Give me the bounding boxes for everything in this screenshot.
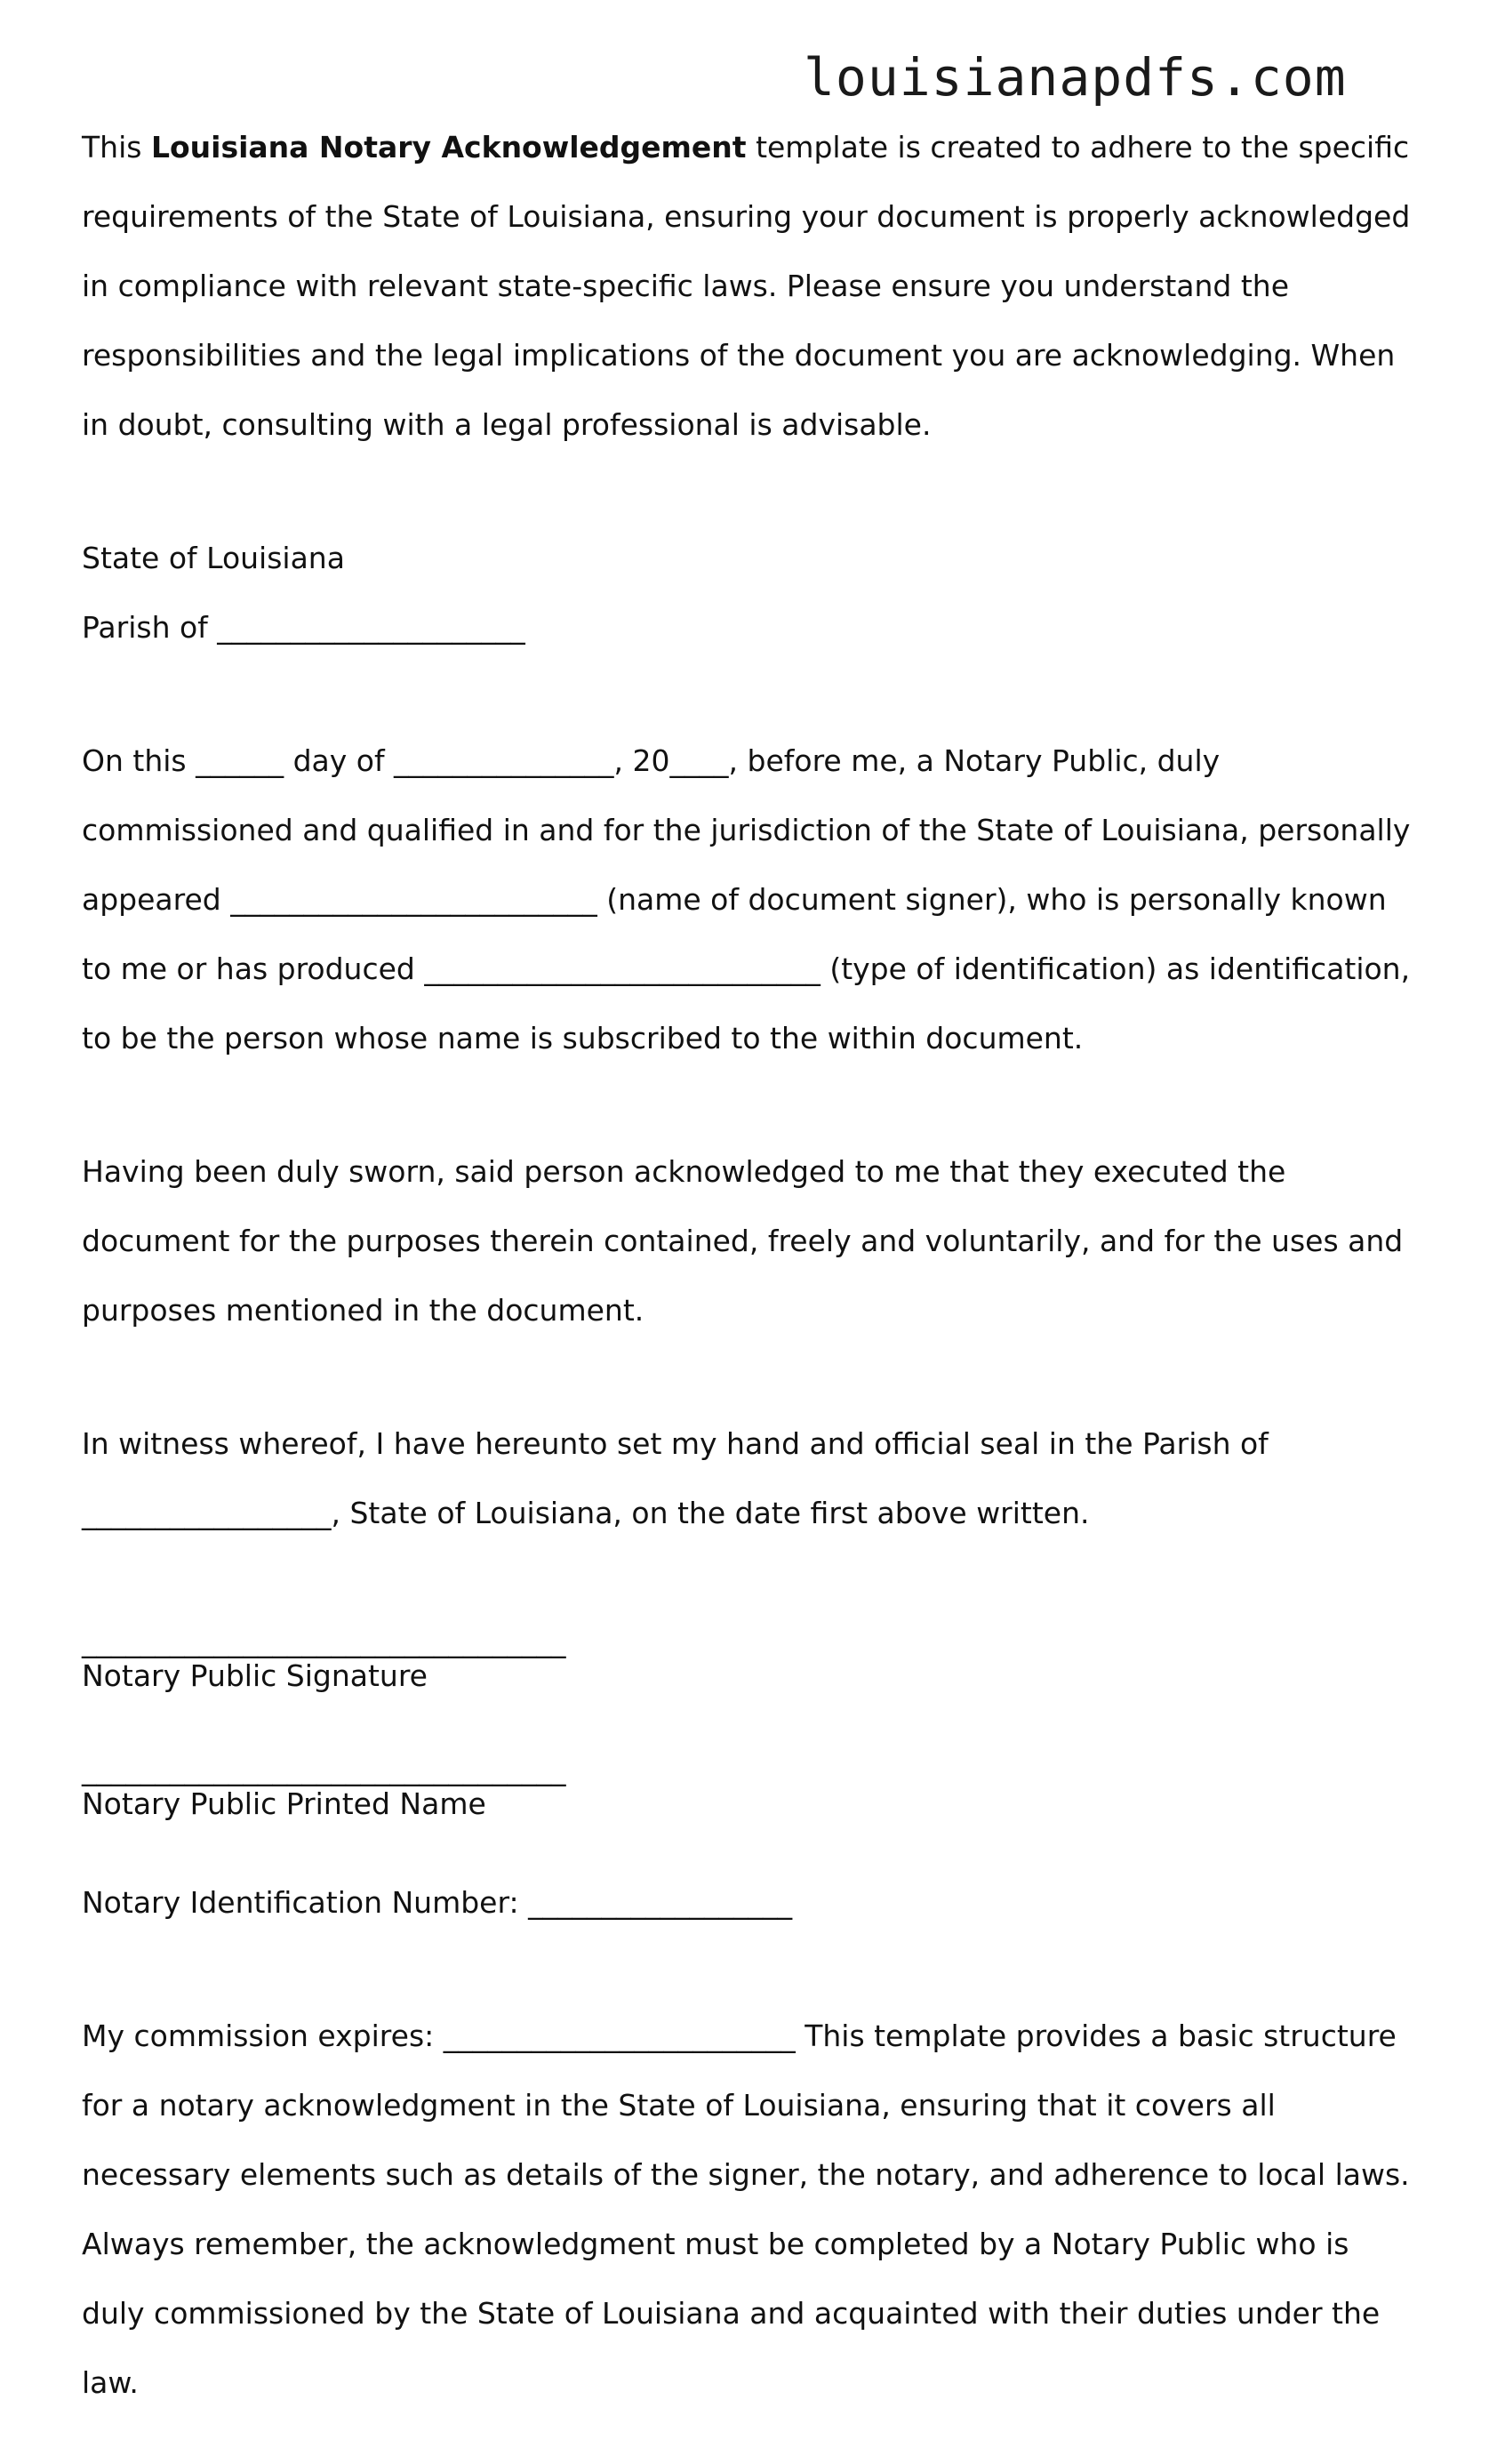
witness-line-1: In witness whereof, I have hereunto set my hand and official seal in the Parish of	[82, 1426, 1269, 1461]
acknowledgment-line-2: commissioned and qualified in and for the jurisdiction of the State of Louisiana, personally	[82, 813, 1411, 847]
sworn-line-3: purposes mentioned in the document.	[82, 1293, 644, 1328]
notary-printed-name-label: Notary Public Printed Name	[82, 1786, 486, 1821]
site-watermark: louisianapdfs.com	[804, 47, 1347, 108]
form-title: Louisiana Notary Acknowledgement	[150, 130, 747, 165]
signer-name-line[interactable]: appeared _________________________ (name of document signer), who is personally known	[82, 882, 1387, 917]
id-number-block	[82, 1850, 1469, 1954]
intro-paragraph	[82, 95, 1469, 477]
closing-line-6: law.	[82, 2365, 139, 2400]
printed-name-block	[82, 1752, 1469, 1821]
venue-parish-field[interactable]: Parish of _____________________	[82, 610, 525, 645]
acknowledgment-paragraph	[82, 709, 1469, 1090]
signature-block	[82, 1624, 1469, 1693]
sworn-line-2: document for the purposes therein contained, freely and voluntarily, and for the uses and	[82, 1224, 1404, 1258]
intro-prefix: This	[82, 130, 151, 165]
closing-paragraph	[82, 1984, 1469, 2435]
notary-id-number-field[interactable]: Notary Identification Number: __________________	[82, 1885, 793, 1920]
identification-type-line[interactable]: to me or has produced ___________________________ (type of identification) as identification,	[82, 951, 1411, 986]
acknowledgment-date-line[interactable]: On this ______ day of _______________, 20____, before me, a Notary Public, duly	[82, 743, 1221, 778]
sworn-line-1: Having been duly sworn, said person acknowledged to me that they executed the	[82, 1154, 1286, 1189]
acknowledgment-line-5: to be the person whose name is subscribed to the within document.	[82, 1021, 1084, 1055]
spacer	[82, 1594, 1469, 1624]
intro-line-1	[82, 130, 1469, 165]
document-body	[82, 95, 1469, 2464]
intro-line-5: in doubt, consulting with a legal professional is advisable.	[82, 407, 932, 442]
notary-signature-field[interactable]: _________________________________	[82, 1624, 566, 1658]
closing-line-2: for a notary acknowledgment in the State of Louisiana, ensuring that it covers all	[82, 2088, 1276, 2123]
commission-expires-field[interactable]: My commission expires: ________________________ This template provides a basic structure	[82, 2019, 1397, 2053]
intro-line-1-rest: template is created to adhere to the specific	[746, 130, 1410, 165]
witness-parish-field[interactable]: _________________, State of Louisiana, on the date first above written.	[82, 1496, 1090, 1530]
sworn-paragraph	[82, 1120, 1469, 1362]
venue-state: State of Louisiana	[82, 541, 345, 575]
spacer	[82, 1722, 1469, 1752]
closing-line-5: duly commissioned by the State of Louisiana and acquainted with their duties under the	[82, 2296, 1381, 2331]
intro-line-4: responsibilities and the legal implications of the document you are acknowledging. When	[82, 338, 1396, 373]
venue-block	[82, 506, 1469, 679]
closing-line-4: Always remember, the acknowledgment must be completed by a Notary Public who is	[82, 2227, 1349, 2261]
notary-signature-label: Notary Public Signature	[82, 1658, 428, 1693]
intro-line-3: in compliance with relevant state-specific laws. Please ensure you understand the	[82, 269, 1290, 303]
closing-line-3: necessary elements such as details of the signer, the notary, and adherence to local laws.	[82, 2157, 1410, 2192]
witness-paragraph	[82, 1392, 1469, 1565]
intro-line-2: requirements of the State of Louisiana, ensuring your document is properly acknowledged	[82, 199, 1411, 234]
notary-printed-name-field[interactable]: _________________________________	[82, 1752, 566, 1786]
